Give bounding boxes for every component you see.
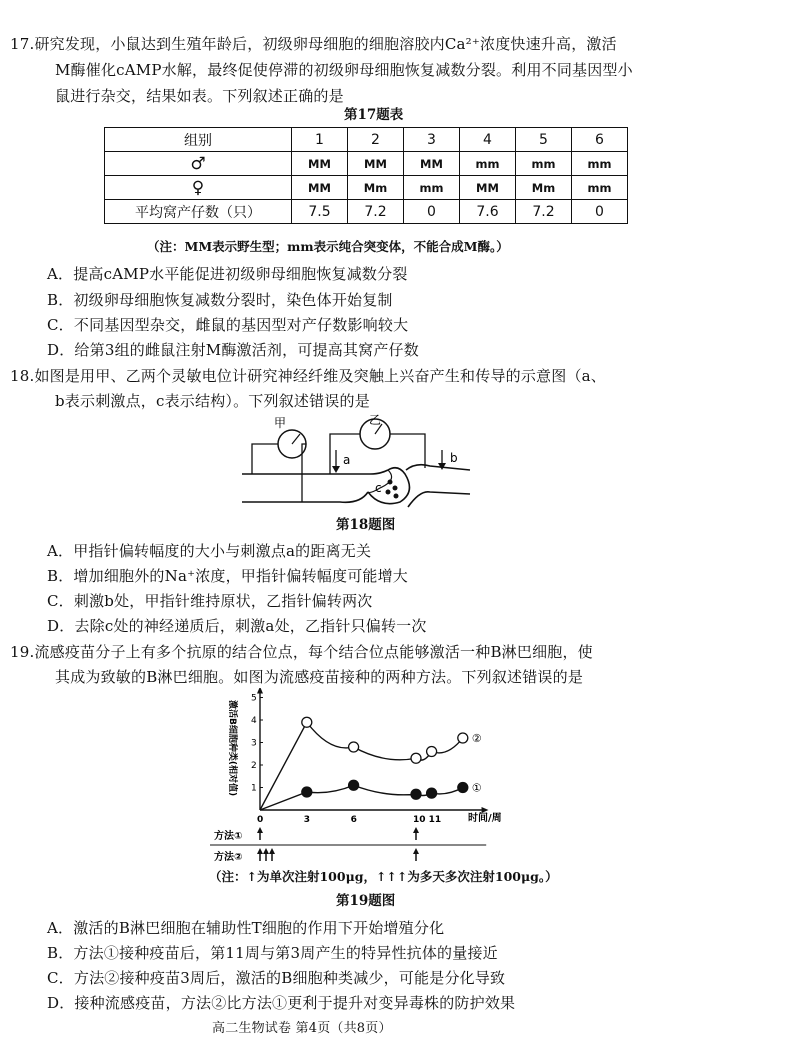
q17-option-d: D．给第3组的雌鼠注射M酶激活剂，可提高其窝产仔数 bbox=[47, 341, 419, 359]
method2-label: 方法② bbox=[214, 852, 243, 863]
q17-stem-line-3: 鼠进行杂交，结果如表。下列叙述正确的是 bbox=[55, 87, 344, 105]
table-header-cell: 6 bbox=[572, 128, 628, 152]
q18-stem-line-2: b表示刺激点，c表示结构）。下列叙述错误的是 bbox=[55, 392, 370, 410]
q17-stem-line-2: M酶催化cAMP水解，最终促使停滞的初级卵母细胞恢复减数分裂。利用不同基因型小 bbox=[55, 61, 633, 79]
data-point bbox=[411, 753, 421, 763]
table-cell: 7.6 bbox=[460, 200, 516, 224]
injection-arrow bbox=[413, 827, 419, 833]
q18-stem-line-1: 18.如图是用甲、乙两个灵敏电位计研究神经纤维及突触上兴奋产生和传导的示意图（a、 bbox=[10, 367, 607, 385]
table-cell: 7.2 bbox=[348, 200, 404, 224]
q19-option-c: C．方法②接种疫苗3周后，激活的B细胞种类减少，可能是分化导致 bbox=[47, 969, 506, 987]
data-point bbox=[302, 787, 312, 797]
q17-option-b: B．初级卵母细胞恢复减数分裂时，染色体开始复制 bbox=[47, 291, 393, 309]
q19-option-b: B．方法①接种疫苗后，第11周与第3周产生的特异性抗体的量接近 bbox=[47, 944, 498, 962]
table-header-cell: 1 bbox=[292, 128, 348, 152]
x-tick-label: 6 bbox=[350, 815, 357, 825]
table-cell: 7.2 bbox=[516, 200, 572, 224]
table-header-cell: 2 bbox=[348, 128, 404, 152]
nerve-synapse-diagram bbox=[230, 412, 480, 517]
label-jia: 甲 bbox=[274, 416, 287, 430]
table-row bbox=[105, 152, 628, 176]
series-label: ② bbox=[471, 732, 482, 745]
table-cell: MM bbox=[292, 176, 348, 200]
injection-arrow-multi bbox=[257, 848, 263, 854]
table-cell: 7.5 bbox=[292, 200, 348, 224]
q18-option-a: A．甲指针偏转幅度的大小与刺激点a的距离无关 bbox=[47, 542, 372, 560]
data-point bbox=[427, 747, 437, 757]
x-tick-label: 11 bbox=[428, 815, 442, 825]
data-point bbox=[458, 733, 468, 743]
injection-arrow-multi bbox=[263, 848, 269, 854]
table-cell: MM bbox=[460, 176, 516, 200]
q17-option-c: C．不同基因型杂交，雌鼠的基因型对产仔数影响较大 bbox=[47, 316, 409, 334]
q19-option-d: D．接种流感疫苗，方法②比方法①更利于提升对变异毒株的防护效果 bbox=[47, 994, 516, 1012]
x-tick-label: 3 bbox=[303, 815, 311, 825]
x-tick-label: 0 bbox=[257, 815, 264, 825]
y-tick-label: 5 bbox=[251, 693, 257, 704]
table-header-cell: 组别 bbox=[105, 128, 292, 152]
q18-option-c: C．刺激b处，甲指针维持原状，乙指针偏转两次 bbox=[47, 592, 373, 610]
table-cell: MM bbox=[348, 152, 404, 176]
table-cell: 0 bbox=[404, 200, 460, 224]
page-footer: 高二生物试卷 第4页（共8页） bbox=[212, 1021, 392, 1036]
injection-arrow-multi bbox=[269, 848, 275, 854]
q17-note: （注：MM表示野生型；mm表示纯合突变体，不能合成M酶。） bbox=[147, 239, 509, 254]
q19-note: （注：↑为单次注射100μg，↑↑↑为多天多次注射100μg。） bbox=[209, 869, 558, 884]
table-cell: mm bbox=[460, 152, 516, 176]
table-cell: MM bbox=[404, 152, 460, 176]
data-point bbox=[302, 717, 312, 727]
q17-stem-line-1: 17.研究发现，小鼠达到生殖年龄后，初级卵母细胞的细胞溶胶内Ca²⁺浓度快速升高，激活 bbox=[10, 35, 617, 53]
q19-stem-line-2: 其成为致敏的B淋巴细胞。如图为流感疫苗接种的两种方法。下列叙述错误的是 bbox=[55, 668, 584, 686]
chart-xlabel: 时间/周 bbox=[468, 813, 502, 824]
table-cell: mm bbox=[404, 176, 460, 200]
table-cell: mm bbox=[572, 152, 628, 176]
q19-stem-line-1: 19.流感疫苗分子上有多个抗原的结合位点，每个结合位点能够激活一种B淋巴细胞，使 bbox=[10, 643, 593, 661]
chart-ylabel: 激活B细胞种类(相对值) bbox=[227, 700, 237, 797]
table-row bbox=[105, 176, 628, 200]
y-tick-label: 2 bbox=[251, 761, 257, 771]
table-cell: MM bbox=[292, 152, 348, 176]
male-symbol: ♂ bbox=[105, 152, 292, 176]
table-header-cell: 5 bbox=[516, 128, 572, 152]
table-cell: Mm bbox=[516, 176, 572, 200]
table-row bbox=[105, 200, 628, 224]
y-tick-label: 3 bbox=[251, 738, 257, 749]
q17-table-title: 第17题表 bbox=[344, 107, 404, 123]
table-cell: 0 bbox=[572, 200, 628, 224]
female-symbol: ♀ bbox=[105, 176, 292, 200]
q18-caption: 第18题图 bbox=[336, 517, 396, 533]
label-yi: 乙 bbox=[369, 413, 382, 427]
series-label: ① bbox=[471, 781, 482, 795]
q18-option-b: B．增加细胞外的Na⁺浓度，甲指针偏转幅度可能增大 bbox=[47, 567, 409, 585]
q19-caption: 第19题图 bbox=[336, 893, 396, 909]
table-cell: mm bbox=[572, 176, 628, 200]
q17-results-table bbox=[104, 127, 628, 224]
label-a: a bbox=[343, 453, 351, 467]
y-tick-label: 4 bbox=[251, 716, 257, 726]
vaccine-chart bbox=[200, 688, 580, 872]
table-cell: Mm bbox=[348, 176, 404, 200]
q19-option-a: A．激活的B淋巴细胞在辅助性T细胞的作用下开始增殖分化 bbox=[47, 919, 445, 937]
y-axis-arrow bbox=[257, 688, 263, 694]
data-point bbox=[427, 788, 437, 798]
table-cell: mm bbox=[516, 152, 572, 176]
table-cell: 平均窝产仔数（只） bbox=[105, 200, 292, 224]
q18-option-d: D．去除c处的神经递质后，刺激a处，乙指针只偏转一次 bbox=[47, 617, 427, 635]
y-tick-label: 1 bbox=[251, 783, 257, 794]
table-header-row bbox=[105, 128, 628, 152]
label-c: c bbox=[375, 481, 382, 495]
data-point bbox=[349, 742, 359, 752]
table-header-cell: 3 bbox=[404, 128, 460, 152]
injection-arrow bbox=[257, 827, 263, 833]
x-tick-label: 10 bbox=[413, 815, 426, 825]
label-b: b bbox=[450, 451, 458, 465]
data-point bbox=[411, 789, 421, 799]
q17-option-a: A．提高cAMP水平能促进初级卵母细胞恢复减数分裂 bbox=[47, 265, 408, 283]
data-point bbox=[458, 783, 468, 793]
method1-label: 方法① bbox=[214, 831, 243, 842]
table-header-cell: 4 bbox=[460, 128, 516, 152]
injection-arrow bbox=[413, 848, 419, 854]
data-point bbox=[349, 780, 359, 790]
